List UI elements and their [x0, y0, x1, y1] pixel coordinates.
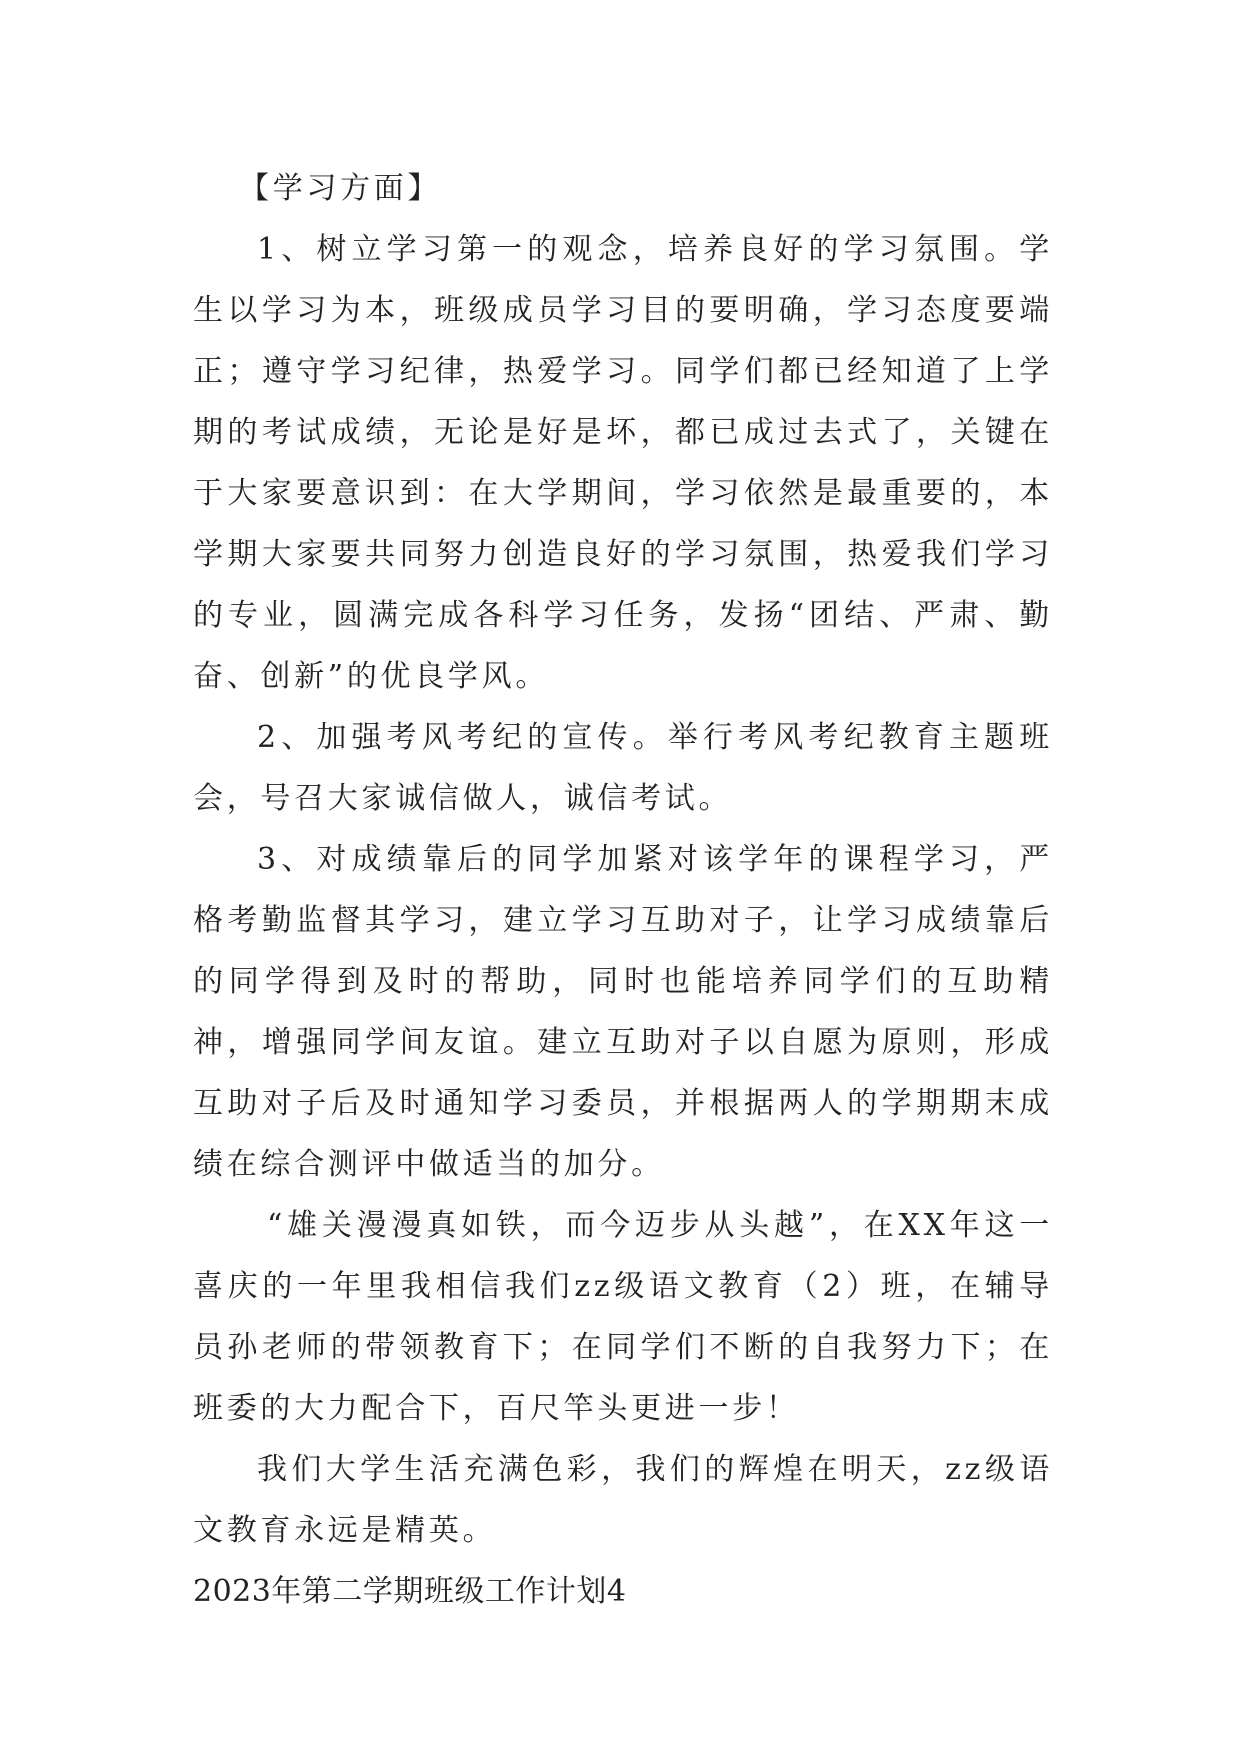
paragraph-1: 1、树立学习第一的观念，培养良好的学习氛围。学生以学习为本，班级成员学习目的要明确，学习态度要端正；遵守学习纪律，热爱学习。同学们都已经知道了上学期的考试成绩，无论是好是坏，都已成过去式了，关键在于大家要意识到：在大学期间，学习依然是最重要的，本学期大家要共同努力创造良好的学习氛围，热爱我们学习的专业，圆满完成各科学习任务，发扬“团结、严肃、勤奋、创新”的优良学风。 — [193, 232, 1053, 694]
paragraph-2: 2、加强考风考纪的宣传。举行考风考纪教育主题班会，号召大家诚信做人，诚信考试。 — [193, 720, 1053, 816]
paragraph-3: 3、对成绩靠后的同学加紧对该学年的课程学习，严格考勤监督其学习，建立学习互助对子，让学习成绩靠后的同学得到及时的帮助，同时也能培养同学们的互助精神，增强同学间友谊。建立互助对子以自愿为原则，形成互助对子后及时通知学习委员，并根据两人的学期期末成绩在综合测评中做适当的加分。 — [193, 842, 1053, 1182]
section-heading: 【学习方面】 — [239, 171, 442, 206]
document-body — [193, 158, 1053, 1622]
next-section-title: 2023年第二学期班级工作计划4 — [193, 1574, 627, 1609]
closing-paragraph: 我们大学生活充满色彩，我们的辉煌在明天，zz级语文教育永远是精英。 — [193, 1452, 1053, 1548]
quote-paragraph: “雄关漫漫真如铁，而今迈步从头越”，在XX年这一喜庆的一年里我相信我们zz级语文教育（2）班，在辅导员孙老师的带领教育下；在同学们不断的自我努力下；在班委的大力配合下，百尺竿头更进一步！ — [193, 1208, 1053, 1426]
